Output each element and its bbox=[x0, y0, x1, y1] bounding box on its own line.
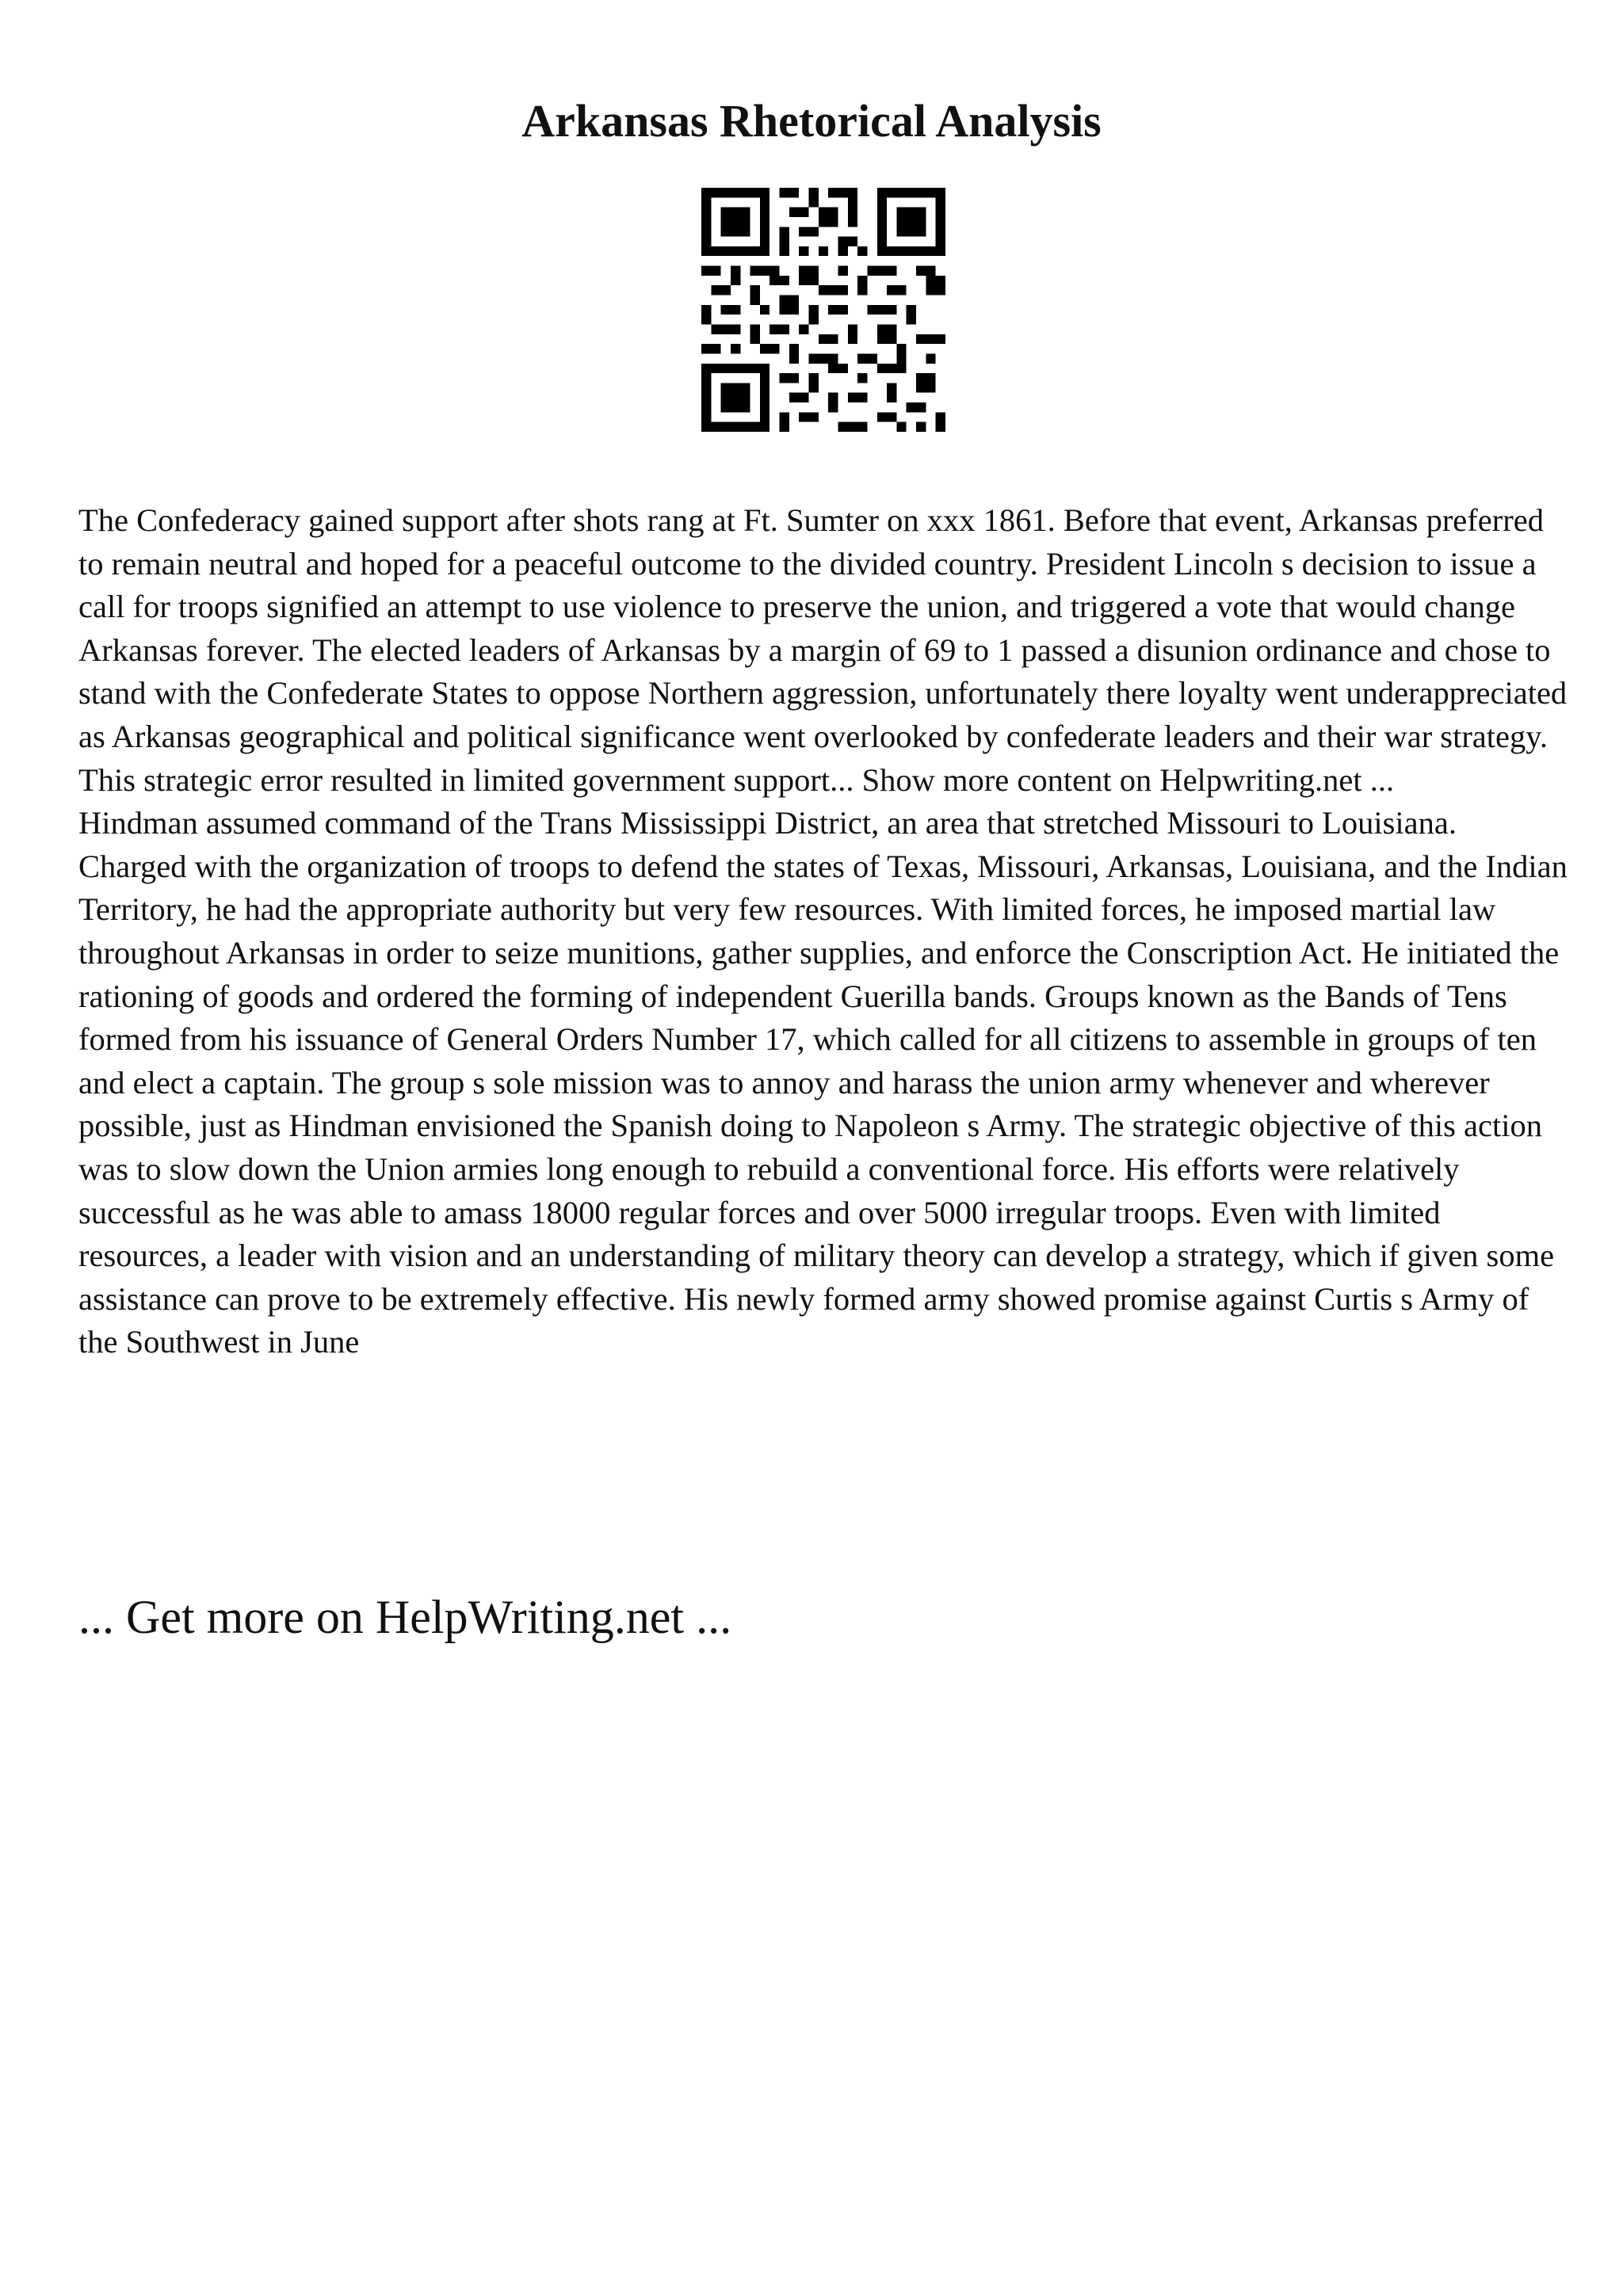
get-more-link[interactable]: ... Get more on HelpWriting.net ... bbox=[78, 1591, 732, 1643]
paragraph-1: The Confederacy gained support after shots rang at Ft. Sumter on xxx 1861. Before that event, Arkansas preferred to remain neutral and hoped for a peaceful outcome to the divided country. President Lincoln s decision to issue a call for troops signified an attempt to use violence to preserve the union, and triggered a vote that would change Arkansas forever. The elected leaders of Arkansas by a margin of 69 to 1 passed a disunion ordinance and chose to stand with the Confederate States to oppose Northern aggression, unfortunately there loyalty went underappreciated as Arkansas geographical and political significance went overlooked by confederate leaders and their war strategy. This strategic error resulted in limited government support... Show more content on Helpwriting.net ... bbox=[78, 502, 1568, 798]
qr-code-icon[interactable] bbox=[701, 188, 945, 432]
article-body bbox=[78, 499, 1568, 1364]
page-title: Arkansas Rhetorical Analysis bbox=[521, 95, 1102, 147]
paragraph-2: Hindman assumed command of the Trans Mississippi District, an area that stretched Missouri to Louisiana. Charged with the organization of troops to defend the states of Texas, Missouri, Arkansas, Louisiana, and the Indian Territory, he had the appropriate authority but very few resources. With limited forces, he imposed martial law throughout Arkansas in order to seize munitions, gather supplies, and enforce the Conscription Act. He initiated the rationing of goods and ordered the forming of independent Guerilla bands. Groups known as the Bands of Tens formed from his issuance of General Orders Number 17, which called for all citizens to assemble in groups of ten and elect a captain. The group s sole mission was to annoy and harass the union army whenever and wherever possible, just as Hindman envisioned the Spanish doing to Napoleon s Army. The strategic objective of this action was to slow down the Union armies long enough to rebuild a conventional force. His efforts were relatively successful as he was able to amass 18000 regular forces and over 5000 irregular troops. Even with limited resources, a leader with vision and an understanding of military theory can develop a strategy, which if given some assistance can prove to be extremely effective. His newly formed army showed promise against Curtis s Army of the Southwest in June bbox=[78, 805, 1568, 1360]
